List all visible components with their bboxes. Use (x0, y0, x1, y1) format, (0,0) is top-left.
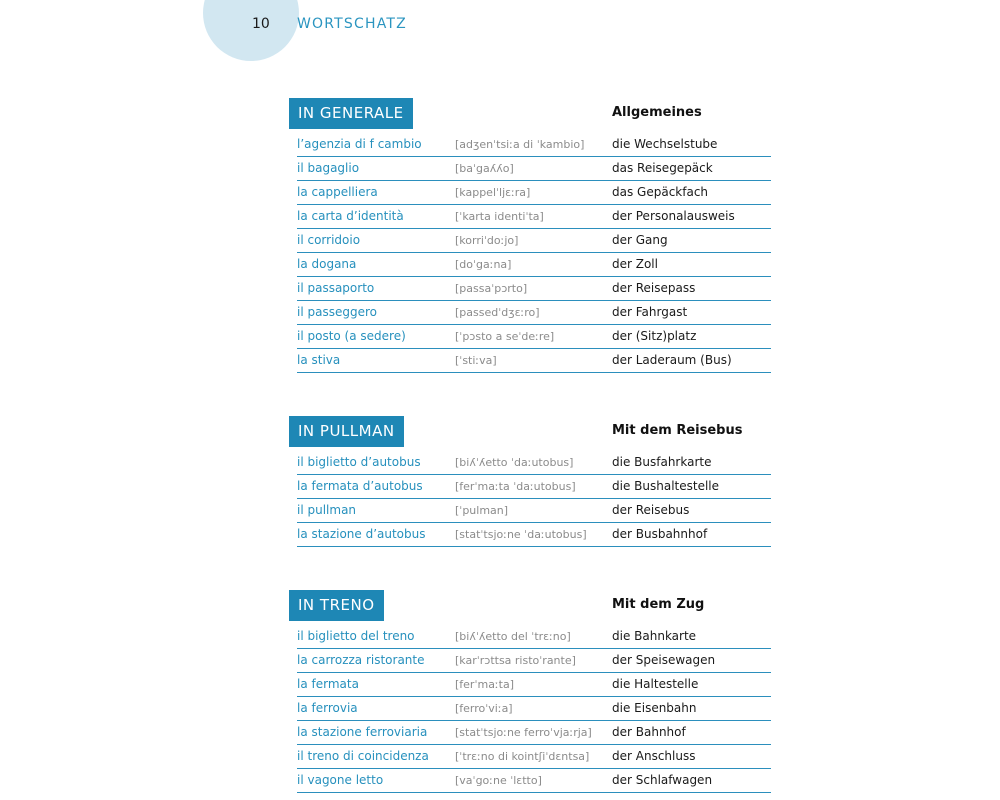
italian-term: la dogana (297, 257, 357, 271)
pronunciation: [ˈpɔsto a seˈdeːre] (455, 330, 555, 343)
section-heading-de: Mit dem Zug (612, 597, 705, 612)
italian-term: la stazione ferroviaria (297, 725, 428, 739)
pronunciation: [kappelˈljɛːra] (455, 186, 531, 199)
section-heading-de: Mit dem Reisebus (612, 423, 743, 438)
italian-term: la ferrovia (297, 701, 358, 715)
italian-term: il passaporto (297, 281, 375, 295)
vocab-row (297, 349, 771, 373)
italian-term: il biglietto d’autobus (297, 455, 421, 469)
pronunciation: [passaˈpɔrto] (455, 282, 528, 295)
german-translation: der Reisebus (612, 503, 690, 517)
italian-term: la fermata d’autobus (297, 479, 423, 493)
german-translation: das Gepäckfach (612, 185, 709, 199)
vocab-row (297, 475, 771, 499)
pronunciation: [statˈtsjoːne ferroˈvjaːrja] (455, 726, 592, 739)
italian-term: la carta d’identità (297, 209, 404, 223)
pronunciation: [biʎˈʎetto ˈdaːutobus] (455, 456, 574, 469)
vocab-row (297, 229, 771, 253)
german-translation: der Reisepass (612, 281, 696, 295)
italian-term: il bagaglio (297, 161, 360, 175)
italian-term: il pullman (297, 503, 357, 517)
vocab-section (289, 98, 771, 373)
pronunciation: [vaˈgoːne ˈlɛtto] (455, 774, 542, 787)
german-translation: der Zoll (612, 257, 658, 271)
german-translation: die Eisenbahn (612, 701, 697, 715)
pronunciation: [statˈtsjoːne ˈdaːutobus] (455, 528, 587, 541)
vocab-row (297, 301, 771, 325)
german-translation: die Bushaltestelle (612, 479, 720, 493)
pronunciation: [ˈkarta identiˈta] (455, 210, 544, 223)
page-number: 10 (252, 16, 270, 32)
german-translation: die Bahnkarte (612, 629, 697, 643)
vocab-row (297, 625, 771, 649)
pronunciation: [baˈgaʎʎo] (455, 162, 514, 175)
vocab-row (297, 697, 771, 721)
german-translation: der Busbahnhof (612, 527, 708, 541)
pronunciation: [adʒenˈtsiːa di ˈkambio] (455, 138, 585, 151)
german-translation: die Wechselstube (612, 137, 718, 151)
pronunciation: [ferˈmaːta] (455, 678, 514, 691)
vocab-row (297, 499, 771, 523)
german-translation: der (Sitz)platz (612, 329, 697, 343)
vocab-row (297, 157, 771, 181)
german-translation: der Laderaum (Bus) (612, 353, 732, 367)
italian-term: il treno di coincidenza (297, 749, 429, 763)
pronunciation: [biʎˈʎetto del ˈtrɛːno] (455, 630, 571, 643)
vocab-row (297, 745, 771, 769)
pronunciation: [ˈstiːva] (455, 354, 497, 367)
vocab-row (297, 205, 771, 229)
vocab-list (289, 451, 771, 547)
pronunciation: [doˈgaːna] (455, 258, 512, 271)
vocab-row (297, 277, 771, 301)
vocab-row (297, 451, 771, 475)
vocab-row (297, 673, 771, 697)
italian-term: la fermata (297, 677, 359, 691)
section-header (289, 416, 771, 447)
vocab-list (289, 133, 771, 373)
german-translation: der Personalausweis (612, 209, 735, 223)
german-translation: der Speisewagen (612, 653, 716, 667)
pronunciation: [korriˈdoːjo] (455, 234, 519, 247)
pronunciation: [ˈtrɛːno di kointʃiˈdɛntsa] (455, 750, 590, 763)
vocab-list (289, 625, 771, 793)
italian-term: il passeggero (297, 305, 377, 319)
german-translation: der Schlafwagen (612, 773, 713, 787)
vocab-row (297, 181, 771, 205)
german-translation: der Gang (612, 233, 668, 247)
pronunciation: [passedˈdʒɛːro] (455, 306, 540, 319)
vocab-row (297, 253, 771, 277)
pronunciation: [karˈrɔttsa ristoˈrante] (455, 654, 576, 667)
pronunciation: [ferˈmaːta ˈdaːutobus] (455, 480, 576, 493)
section-heading-de: Allgemeines (612, 105, 702, 120)
pronunciation: [ferroˈviːa] (455, 702, 513, 715)
vocab-row (297, 133, 771, 157)
italian-term: l’agenzia di f cambio (297, 137, 422, 151)
german-translation: der Bahnhof (612, 725, 686, 739)
section-heading-it: IN TRENO (289, 590, 384, 621)
italian-term: la stazione d’autobus (297, 527, 426, 541)
pronunciation: [ˈpulman] (455, 504, 509, 517)
vocab-row (297, 325, 771, 349)
italian-term: la cappelliera (297, 185, 378, 199)
italian-term: il posto (a sedere) (297, 329, 406, 343)
vocab-row (297, 523, 771, 547)
german-translation: der Fahrgast (612, 305, 688, 319)
vocab-section (289, 416, 771, 547)
section-heading-it: IN PULLMAN (289, 416, 404, 447)
vocab-section (289, 590, 771, 793)
german-translation: der Anschluss (612, 749, 696, 763)
italian-term: la stiva (297, 353, 341, 367)
italian-term: la carrozza ristorante (297, 653, 425, 667)
german-translation: die Busfahrkarte (612, 455, 712, 469)
section-header (289, 98, 771, 129)
italian-term: il corridoio (297, 233, 361, 247)
section-heading-it: IN GENERALE (289, 98, 413, 129)
italian-term: il vagone letto (297, 773, 384, 787)
section-header (289, 590, 771, 621)
vocab-row (297, 649, 771, 673)
german-translation: die Haltestelle (612, 677, 699, 691)
vocab-row (297, 721, 771, 745)
vocab-row (297, 769, 771, 793)
italian-term: il biglietto del treno (297, 629, 415, 643)
german-translation: das Reisegepäck (612, 161, 713, 175)
chapter-title: WORTSCHATZ (297, 16, 407, 32)
